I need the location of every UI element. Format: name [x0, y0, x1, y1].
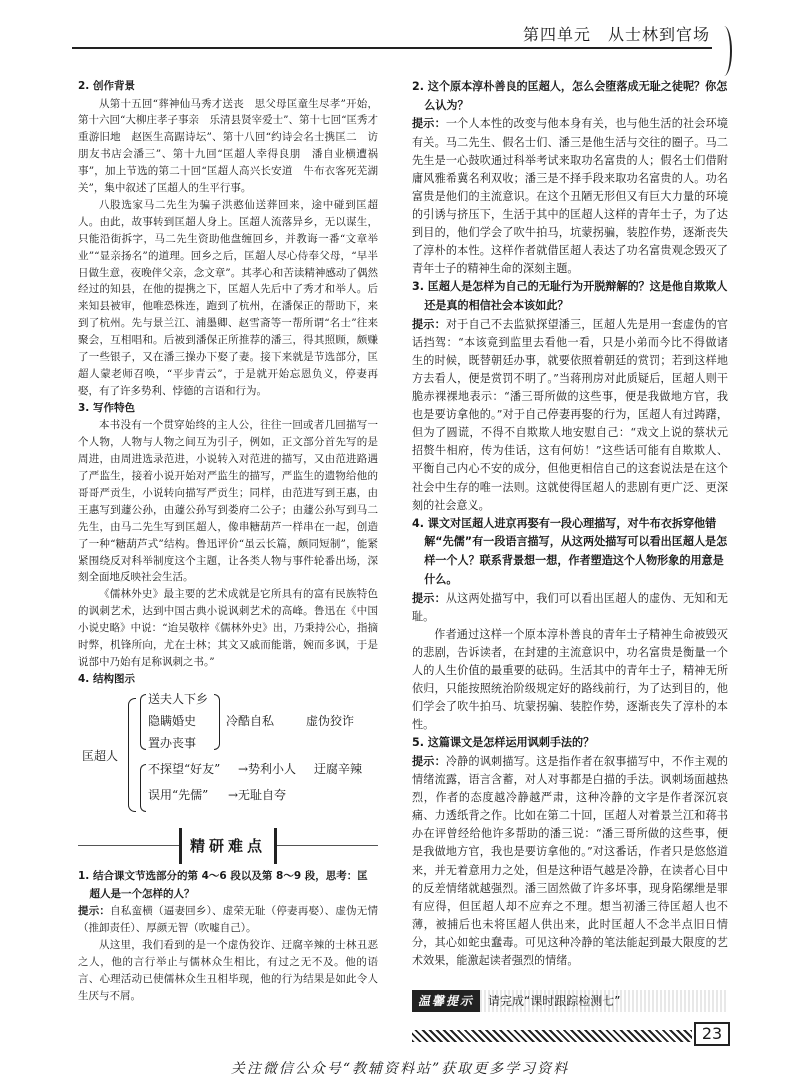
diagram-item: 隐瞒婚史 — [148, 714, 197, 729]
diagram-tag: 冷酷自私 — [226, 714, 275, 729]
answer-text: 对于自己不去监狱探望潘三，匡超人先是用一套虚伪的官话挡驾：“本该竟到监里去看他一看，只是小弟而今比不得做诸生的时候，既替朝廷办事，就要依照着朝廷的赏罚；若到这样地方去看人，便是赏罚不明了。”当蒋刑房对此质疑后，匡超人则干脆赤裸裸地表示：“潘三哥所做的这些事，便是我做地方官，我也是要访拿他的。”对于自己停妻再娶的行为，匡超人有过踌躇，但为了圆谎，不得不自欺欺人地安慰自己：“戏文上说的蔡状元招赘牛相府，传为佳话，这有何妨！”这些话可能有自欺欺人、平衡自己内心不安的成分，但他更相信自己的这套说法是在这个社会中生存的唯一法则。这就使得匡超人的悲剧有更广泛、更深刻的社会意义。 — [412, 317, 728, 512]
diagram-item: 送夫人下乡 — [148, 692, 209, 707]
diagram-brace-top — [140, 694, 146, 750]
diagram-brace-outer — [128, 698, 136, 812]
section-title-background: 2. 创作背景 — [78, 80, 135, 92]
diagram-item: 误用“先儒” — [148, 788, 209, 803]
structure-diagram — [78, 690, 378, 822]
paragraph: 《儒林外史》最主要的艺术成就是它所具有的富有民族特色的讽刺艺术，达到中国古典小说讽刺艺术的高峰。鲁迅在《中国小说史略》中说：“迨吴敬梓《儒林外史》出，乃秉持公心，指摘时弊，机锋所向，尤在士林；其文又戚而能谐，婉而多讽，于是说部中乃始有足称讽刺之书。” — [78, 588, 378, 668]
question: 5. 这篇课文是怎样运用讽刺手法的？ — [412, 736, 595, 750]
answer — [78, 903, 378, 937]
paragraph: 本书没有一个贯穿始终的主人公，往往一回或者几回描写一个人物，人物与人物之间互为引子，例如，正文部分首先写的是周进，由周进选录范进，小说转入对范进的描写，又由范进路遇了严监生，接着小说开始对严监生的描写，严监生的遗物给他的哥哥严贡生，小说转向描写严贡生；同样，由范进写到王惠，由王惠写到蘧公孙，由蘧公孙写到娄府二公子；由蘧公孙写到马二先生，由马二先生写到匡超人，像串糖葫芦一样串在一起，创造了一种“糖葫芦式”结构。鲁迅评价“虽云长篇，颇同短制”，能紧紧围绕反对科举制度这个主题，让各类人物与事件轮番出场，深刻全面地反映社会生活。 — [78, 419, 378, 584]
answer — [412, 115, 728, 278]
hint-label: 提示： — [78, 905, 111, 918]
paragraph: 作者通过这样一个原本淳朴善良的青年士子精神生命被毁灭的悲剧，告诉读者，在封建的主流意识中，功名富贵是衡量一个人的人生价值的最重要的砝码。生活其中的青年士子，精神无所依归，只能按照统治阶级规定好的路线前行，为了达到目的，他们学会了吹牛拍马、坑蒙拐骗、装腔作势，逐渐丧失了淳朴的本性。 — [412, 627, 728, 732]
hint-label: 提示： — [412, 591, 446, 605]
section-title-structure: 4. 结构图示 — [78, 672, 135, 685]
answer — [412, 316, 728, 515]
banner-title: 精研难点 — [179, 828, 277, 864]
left-column — [78, 78, 378, 1005]
diagram-root: 匡超人 — [82, 749, 119, 764]
question: 3. 匡超人是怎样为自己的无耻行为开脱辩解的？这是他自欺欺人还是真的相信社会本该如此？ — [412, 280, 728, 312]
question: 4. 课文对匡超人进京再娶有一段心理描写，对牛布衣拆穿他错解“先儒”有一段语言描写，从这两处描写可以看出匡超人是怎样一个人？联系背景想一想，作者塑造这个人物形象的用意是什么。 — [412, 516, 728, 586]
page-number-bar — [412, 1030, 692, 1042]
diagram-tag: 虚伪狡诈 — [306, 714, 355, 729]
hint-label: 提示： — [412, 754, 446, 768]
hint-label: 提示： — [412, 117, 446, 131]
paragraph: 八股选家马二先生为骗子洪憨仙送葬回来，途中碰到匡超人。由此，故事转到匡超人身上。匡超人流落异乡，无以谋生，只能沿街拆字，马二先生资助他盘缠回乡，并教诲一番“文章举业”“显亲扬名”的道理。回乡之后，匡超人尽心侍奉父母，“早半日做生意，夜晚伴父亲，念文章”。其孝心和苦读精神感动了偶然经过的知县，在他的提携之下，匡超人先后中了秀才和举人。后来知县被审，他唯恐株连，跑到了杭州，在潘保正的帮助下，来到了杭州。先与景兰江、浦墨卿、赵雪斋等一帮所谓“名士”往来聚会，互相唱和。后被到潘保正所推荐的潘三，得其照顾，颇赚了一些银子，又在潘三操办下娶了妻。接下来就是节选部分，匡超人蒙老师召唤，“平步青云”，于是就开始忘恩负义，停妻再娶，有了许多势利、悖德的言语和行为。 — [78, 198, 378, 397]
answer-text: 一个人本性的改变与他本身有关，也与他生活的社会环境有关。马二先生、假名士们、潘三是他生活与交往的圈子。马二先生是一心鼓吹通过科举考试来取功名富贵的人；假名士们借附庸风雅希冀名利双收；潘三是不择手段来取功名富贵的人。功名富贵是他们的主流意识。在这个丑陋无形但又有巨大力量的环境的引诱与挤压下，生活于其中的匡超人这样的青年士子，为了达到目的，他们学会了吹牛拍马，坑蒙拐骗，装腔作势，逐渐丧失了淳朴的本性。这样作者就借匡超人表达了功名富贵观念毁灭了青年士子的精神生命的深刻主题。 — [412, 117, 728, 276]
question: 1. 结合课文节选部分的第 4～6 段以及第 8～9 段，思考：匡超人是一个怎样的人？ — [78, 870, 368, 900]
diagram-result: →势利小人 — [238, 762, 297, 777]
diagram-item: 不探望“好友” — [148, 762, 221, 777]
header-ornament — [716, 26, 732, 76]
answer-text: 自私蛮横（逼妻回乡）、虚荣无耻（停妻再娶）、虚伪无情（推卸责任）、厚颜无智（吹嘘自己）。 — [78, 905, 379, 935]
reminder-text: 请完成“课时跟踪检测七” — [488, 994, 621, 1008]
paragraph: 从这里，我们看到的是一个虚伪狡诈、迂腐辛辣的士林丑恶之人，他的言行举止与儒林众生相比，有过之无不及。他的语言、心理活动已使儒林众生丑相毕现，他的行为结果是如此令人生厌与不屑。 — [78, 939, 378, 1002]
section-title-features: 3. 写作特色 — [78, 401, 135, 414]
hint-label: 提示： — [412, 317, 446, 331]
unit-title: 第四单元 从士林到官场 — [522, 25, 710, 44]
paragraph: 从第十五回“葬神仙马秀才送丧 思父母匡童生尽孝”开始，第十六回“大柳庄孝子事亲 乐清县贤宰爱士”、第十七回“匡秀才重游旧地 赵医生高踞诗坛”、第十八回“约诗会名士携匡二 访朋友书店会潘三”、第十九回“匡超人幸得良朋 潘自业横遭祸事”，加上节选的第二十回“匡超人高兴长安道 牛布衣客死芜湖关”，集中叙述了匡超人的生平行事。 — [78, 97, 378, 195]
diagram-item: 置办丧事 — [148, 736, 197, 751]
diagram-tag: 迂腐辛辣 — [314, 762, 363, 777]
section-banner — [78, 828, 378, 864]
answer — [412, 590, 728, 626]
answer-text: 从这两处描写中，我们可以看出匡超人的虚伪、无知和无耻。 — [412, 591, 728, 623]
footer-note: 关注微信公众号“教辅资料站”获取更多学习资料 — [230, 1061, 570, 1077]
page-header — [0, 0, 800, 56]
diagram-brace-bottom — [140, 764, 146, 812]
page-number: 23 — [694, 1022, 730, 1046]
reminder-label: 温馨提示 — [412, 990, 480, 1012]
reminder-bar — [412, 990, 728, 1012]
right-column — [412, 78, 728, 970]
answer-text: 冷静的讽刺描写。这是指作者在叙事描写中，不作主观的情绪流露，语言含蓄，对人对事都是白描的手法。讽刺场面越热烈，作者的态度越冷静越严肃，这种冷静的文字是作者深沉哀痛、力透纸背之作。比如在第二十回，匡超人对着景兰江和蒋书办在评曾经给他许多帮助的潘三说：“潘三哥所做的这些事，便是我做地方官，我也是要访拿他的。”对这番话，作者只是悠悠道来，并无着意用力之处，但是这种语气越是冷静，在读者心目中的反差情绪就越强烈。潘三固然做了许多坏事，现身陷缧绁是罪有应得，但匡超人却不应弃之不理。想当初潘三待匡超人也不薄，被捕后也未将匡超人供出来，此时匡超人不念半点旧日情分，其心如蛇虫蠢毒。可见这种冷静的笔法能起到最大限度的艺术效果，能激起读者强烈的情绪。 — [412, 754, 728, 967]
header-rule — [72, 47, 712, 49]
question: 2. 这个原本淳朴善良的匡超人，怎么会堕落成无耻之徒呢？你怎么认为？ — [412, 80, 728, 112]
diagram-brace-right — [214, 694, 220, 750]
answer — [412, 753, 728, 970]
diagram-result: →无耻自夸 — [228, 788, 287, 803]
